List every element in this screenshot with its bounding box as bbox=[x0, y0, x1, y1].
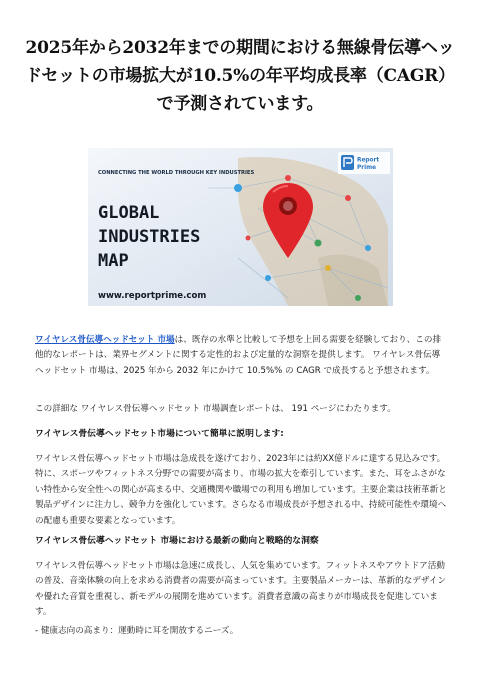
hero-headline-1: GLOBAL bbox=[98, 203, 160, 223]
pages-note: この詳細な ワイヤレス骨伝導ヘッドセット 市場調査レポートは、 191 ページにわたります。 bbox=[35, 404, 396, 414]
hero-url: www.reportprime.com bbox=[98, 291, 207, 301]
trends-paragraph: ワイヤレス骨伝導ヘッドセット市場は急速に成長し、人気を集めています。フィットネスやアウトドア活動の普及、音楽体験の向上を求める消費者の需要が高まっています。主要製品メーカーは、革新的なデザインや優れた音質を重視し、新モデルの展開を進めています。消費者意識の高まりが市場成長を促進しています。 bbox=[35, 561, 447, 618]
logo-line-1: Report bbox=[357, 157, 380, 164]
intro-paragraph bbox=[35, 333, 447, 379]
hero-banner-image bbox=[88, 148, 393, 306]
logo-line-2: Prime bbox=[357, 165, 377, 171]
hero-tagline: CONNECTING THE WORLD THROUGH KEY INDUSTRIES bbox=[98, 170, 255, 176]
section-heading-trends: ワイヤレス骨伝導ヘッドセット 市場における最新の動向と戦略的な洞察 bbox=[35, 536, 319, 546]
section-heading-overview: ワイヤレス骨伝導ヘッドセット市場について簡単に説明します: bbox=[35, 429, 284, 439]
hero-headline-2: INDUSTRIES bbox=[98, 227, 201, 247]
market-report-link[interactable]: ワイヤレス骨伝導ヘッドセット 市場 bbox=[35, 335, 175, 345]
page-title: 2025年から2032年までの期間における無線骨伝導ヘッドセットの市場拡大が10.5%の年平均成長率（CAGR）で予測されています。 bbox=[25, 38, 455, 114]
report-prime-logo bbox=[338, 152, 390, 174]
trend-bullet-1: - 健康志向の高まり：運動時に耳を開放するニーズ。 bbox=[35, 626, 239, 636]
intro-body-text: は、既存の水準と比較して予想を上回る需要を経験しており、この排他的なレポートは、業界セグメントに関する定性的および定量的な洞察を提供します。 ワイヤレス骨伝導ヘッドセット 市場は、2025 年から 2032 年にかけて 10.5%% の CAGR で成長すると予想されます。 bbox=[35, 335, 442, 376]
overview-paragraph: ワイヤレス骨伝導ヘッドセット市場は急成長を遂げており、2023年には約XX億ドルに達する見込みです。特に、スポーツやフィットネス分野での需要が高まり、市場の拡大を牽引しています。また、耳をふさがない特性から安全性への関心が高まる中、交通機関や職場での利用も増加しています。主要企業は技術革新と製品デザインに注力し、競争力を強化しています。さらなる市場成長が予想される中、持続可能性や環境への配慮も重要な要素となっています。 bbox=[35, 454, 447, 526]
world-map-illustration bbox=[88, 148, 393, 306]
hero-headline-3: MAP bbox=[98, 251, 129, 271]
